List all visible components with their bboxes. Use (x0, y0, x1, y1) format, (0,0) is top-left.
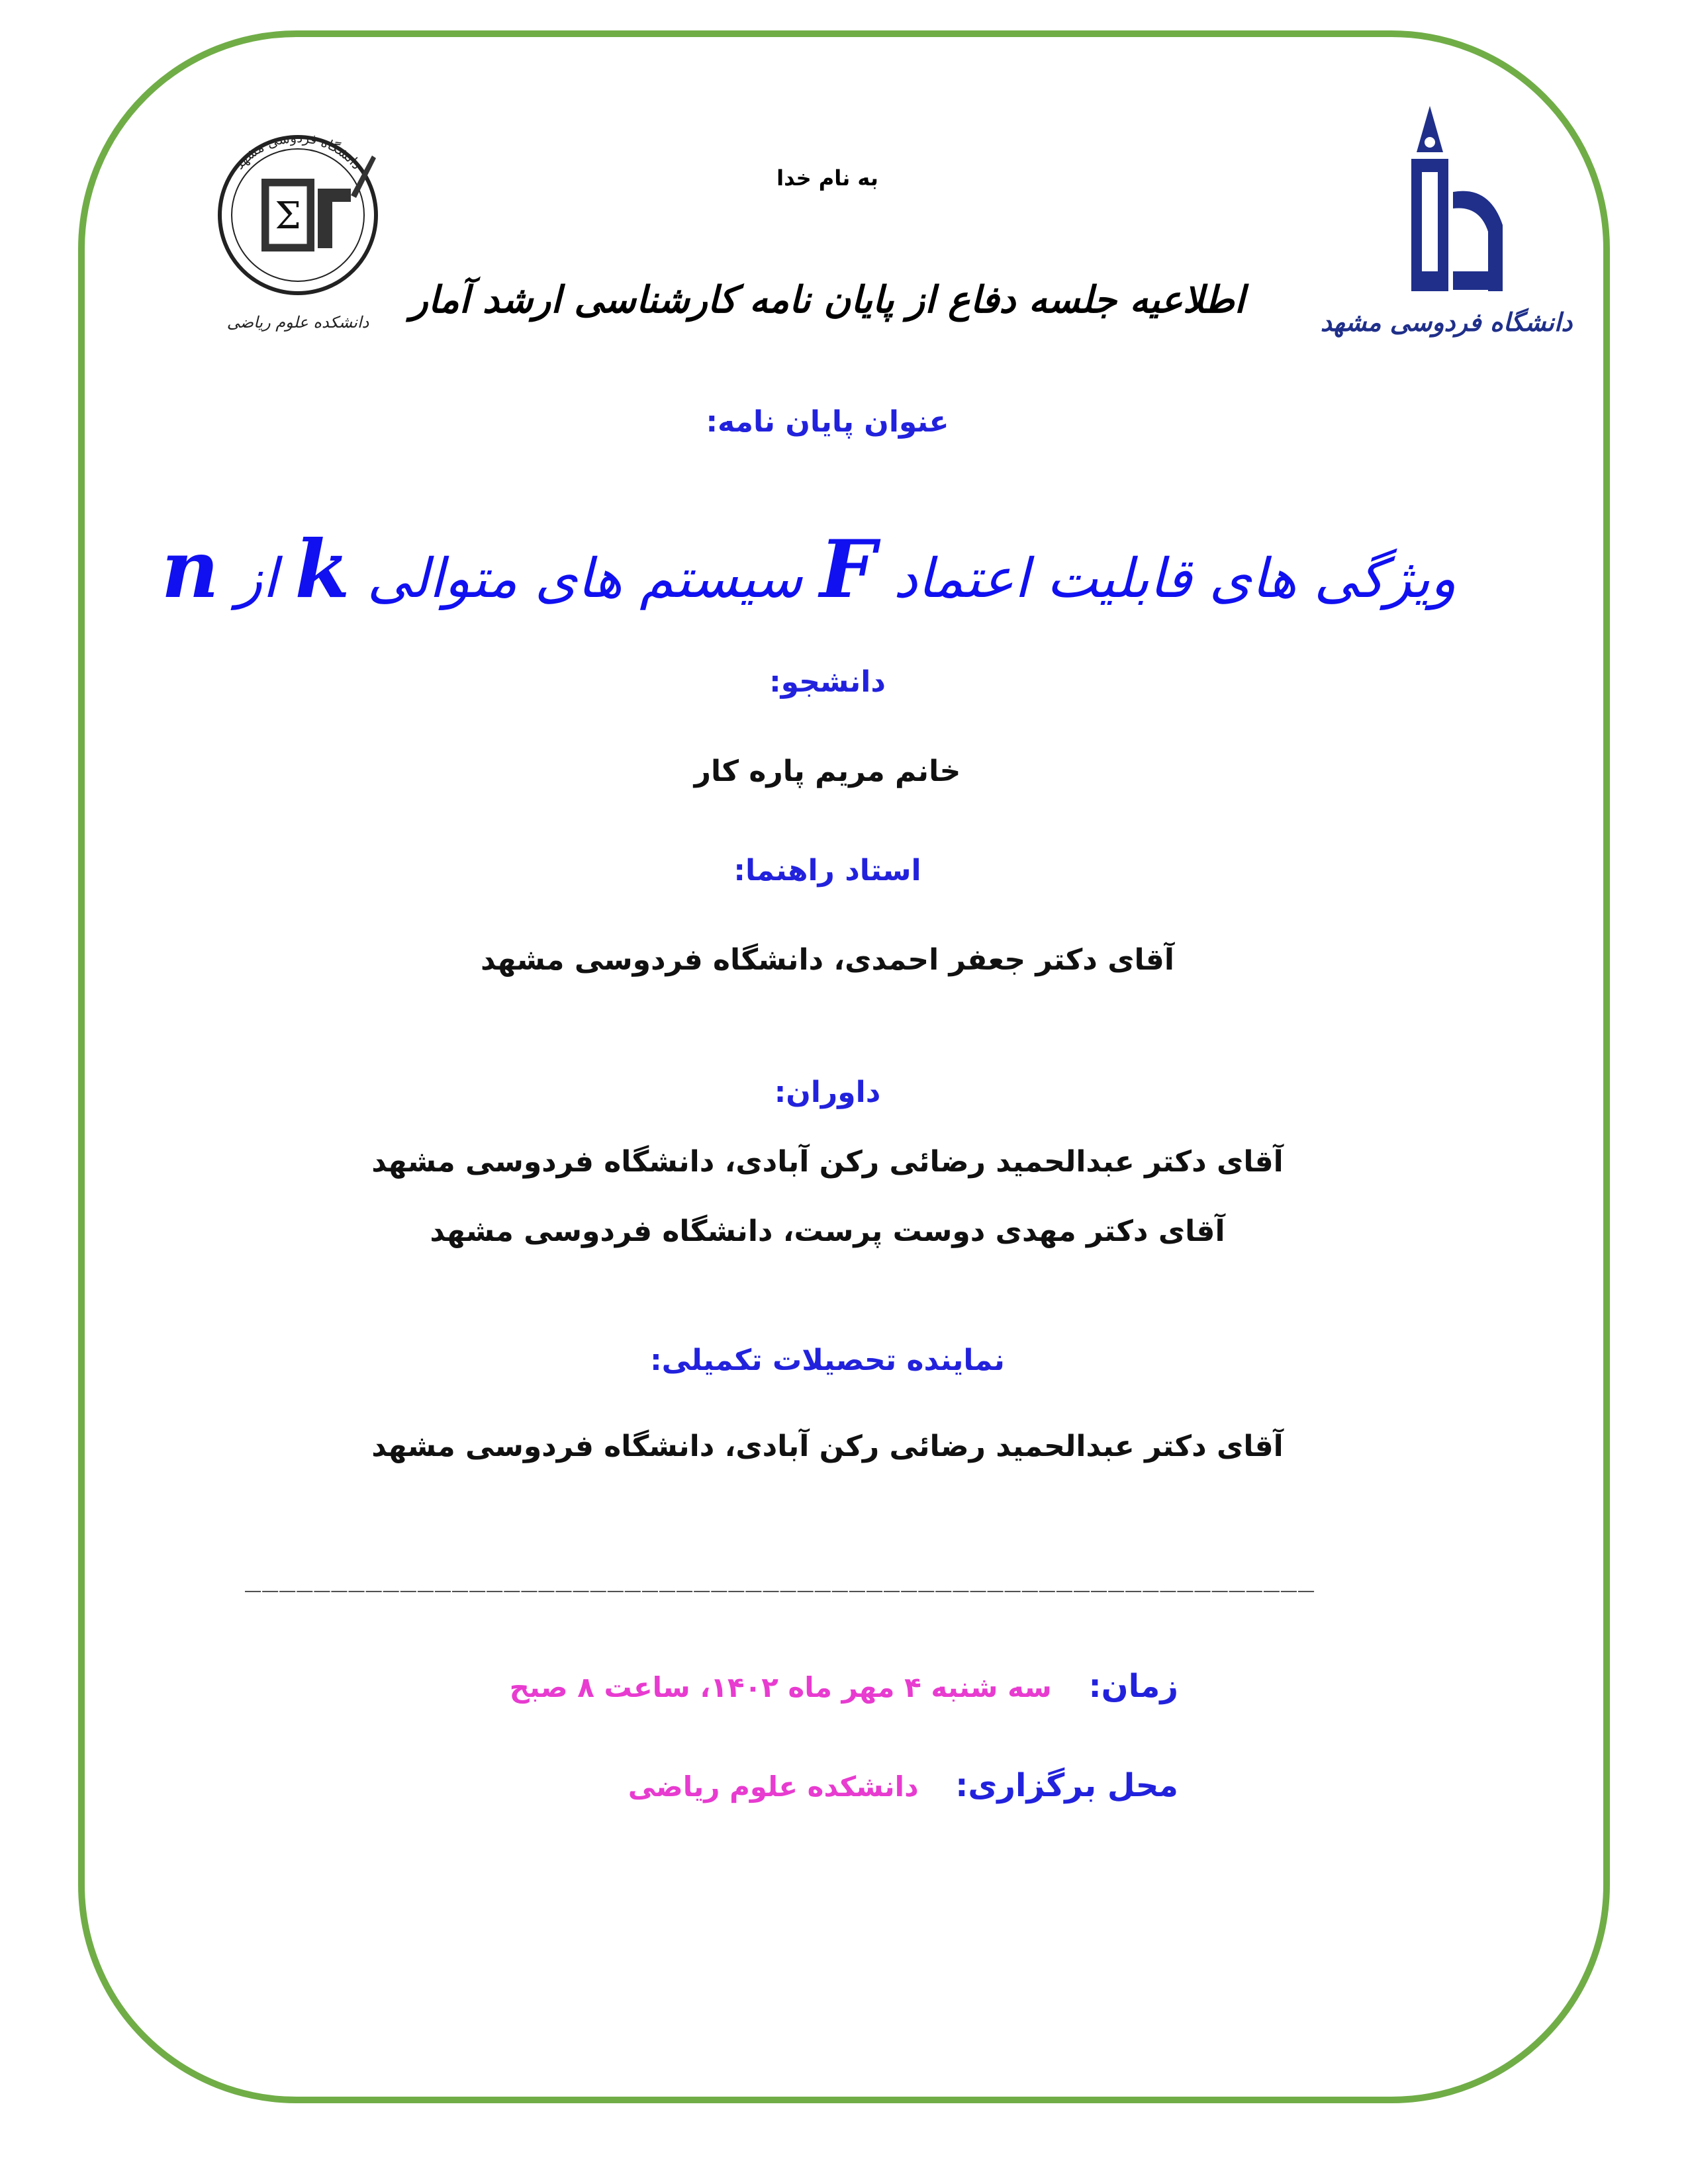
basmala: به نام خدا (776, 165, 878, 191)
representative-label: نماینده تحصیلات تکمیلی: (650, 1343, 1005, 1377)
student-label: دانشجو: (769, 665, 886, 699)
thesis-letter-k: k (295, 523, 350, 616)
referee-item: آقای دکتر عبدالحمید رضائی رکن آبادی، دانشگاه فردوسی مشهد (371, 1145, 1284, 1179)
referees-label: داوران: (774, 1075, 881, 1109)
thesis-title-part1: ویژگی های قابلیت اعتماد (893, 547, 1456, 610)
time-value: سه شنبه ۴ مهر ماه ۱۴۰۲، ساعت ۸ صبح (509, 1671, 1052, 1704)
separator-line: ______________________________________________________________ (245, 1562, 1316, 1592)
thesis-title-part3: از (236, 547, 278, 610)
thesis-letter-f: F (820, 523, 876, 616)
advisor-label: استاد راهنما: (733, 854, 921, 887)
representative-name: آقای دکتر عبدالحمید رضائی رکن آبادی، دانشگاه فردوسی مشهد (371, 1430, 1284, 1463)
place-row (628, 1767, 1178, 1804)
advisor-name: آقای دکتر جعفر احمدی، دانشگاه فردوسی مشهد (481, 943, 1174, 977)
place-value: دانشکده علوم ریاضی (628, 1770, 919, 1803)
thesis-title-label: عنوان پایان نامه: (706, 405, 949, 439)
student-name: خانم مریم پاره کار (694, 754, 961, 788)
place-label: محل برگزاری: (955, 1767, 1178, 1804)
logo-arc-text: دانشگاه فردوسی مشهد (230, 129, 365, 173)
svg-text:Σ: Σ (275, 195, 301, 238)
thesis-letter-n: n (161, 523, 219, 616)
time-row (510, 1668, 1178, 1705)
thesis-title-part2: سیستم های متوالی (367, 547, 803, 610)
thesis-title (161, 523, 1456, 616)
time-label: زمان: (1088, 1668, 1178, 1705)
announcement-heading: اطلاعیه جلسه دفاع از پایان نامه کارشناسی ارشد آمار (410, 278, 1245, 322)
university-logo-caption: دانشگاه فردوسی مشهد (1320, 307, 1573, 337)
faculty-logo-caption: دانشکده علوم ریاضی (226, 313, 369, 332)
referee-item: آقای دکتر مهدی دوست پرست، دانشگاه فردوسی مشهد (430, 1214, 1225, 1248)
